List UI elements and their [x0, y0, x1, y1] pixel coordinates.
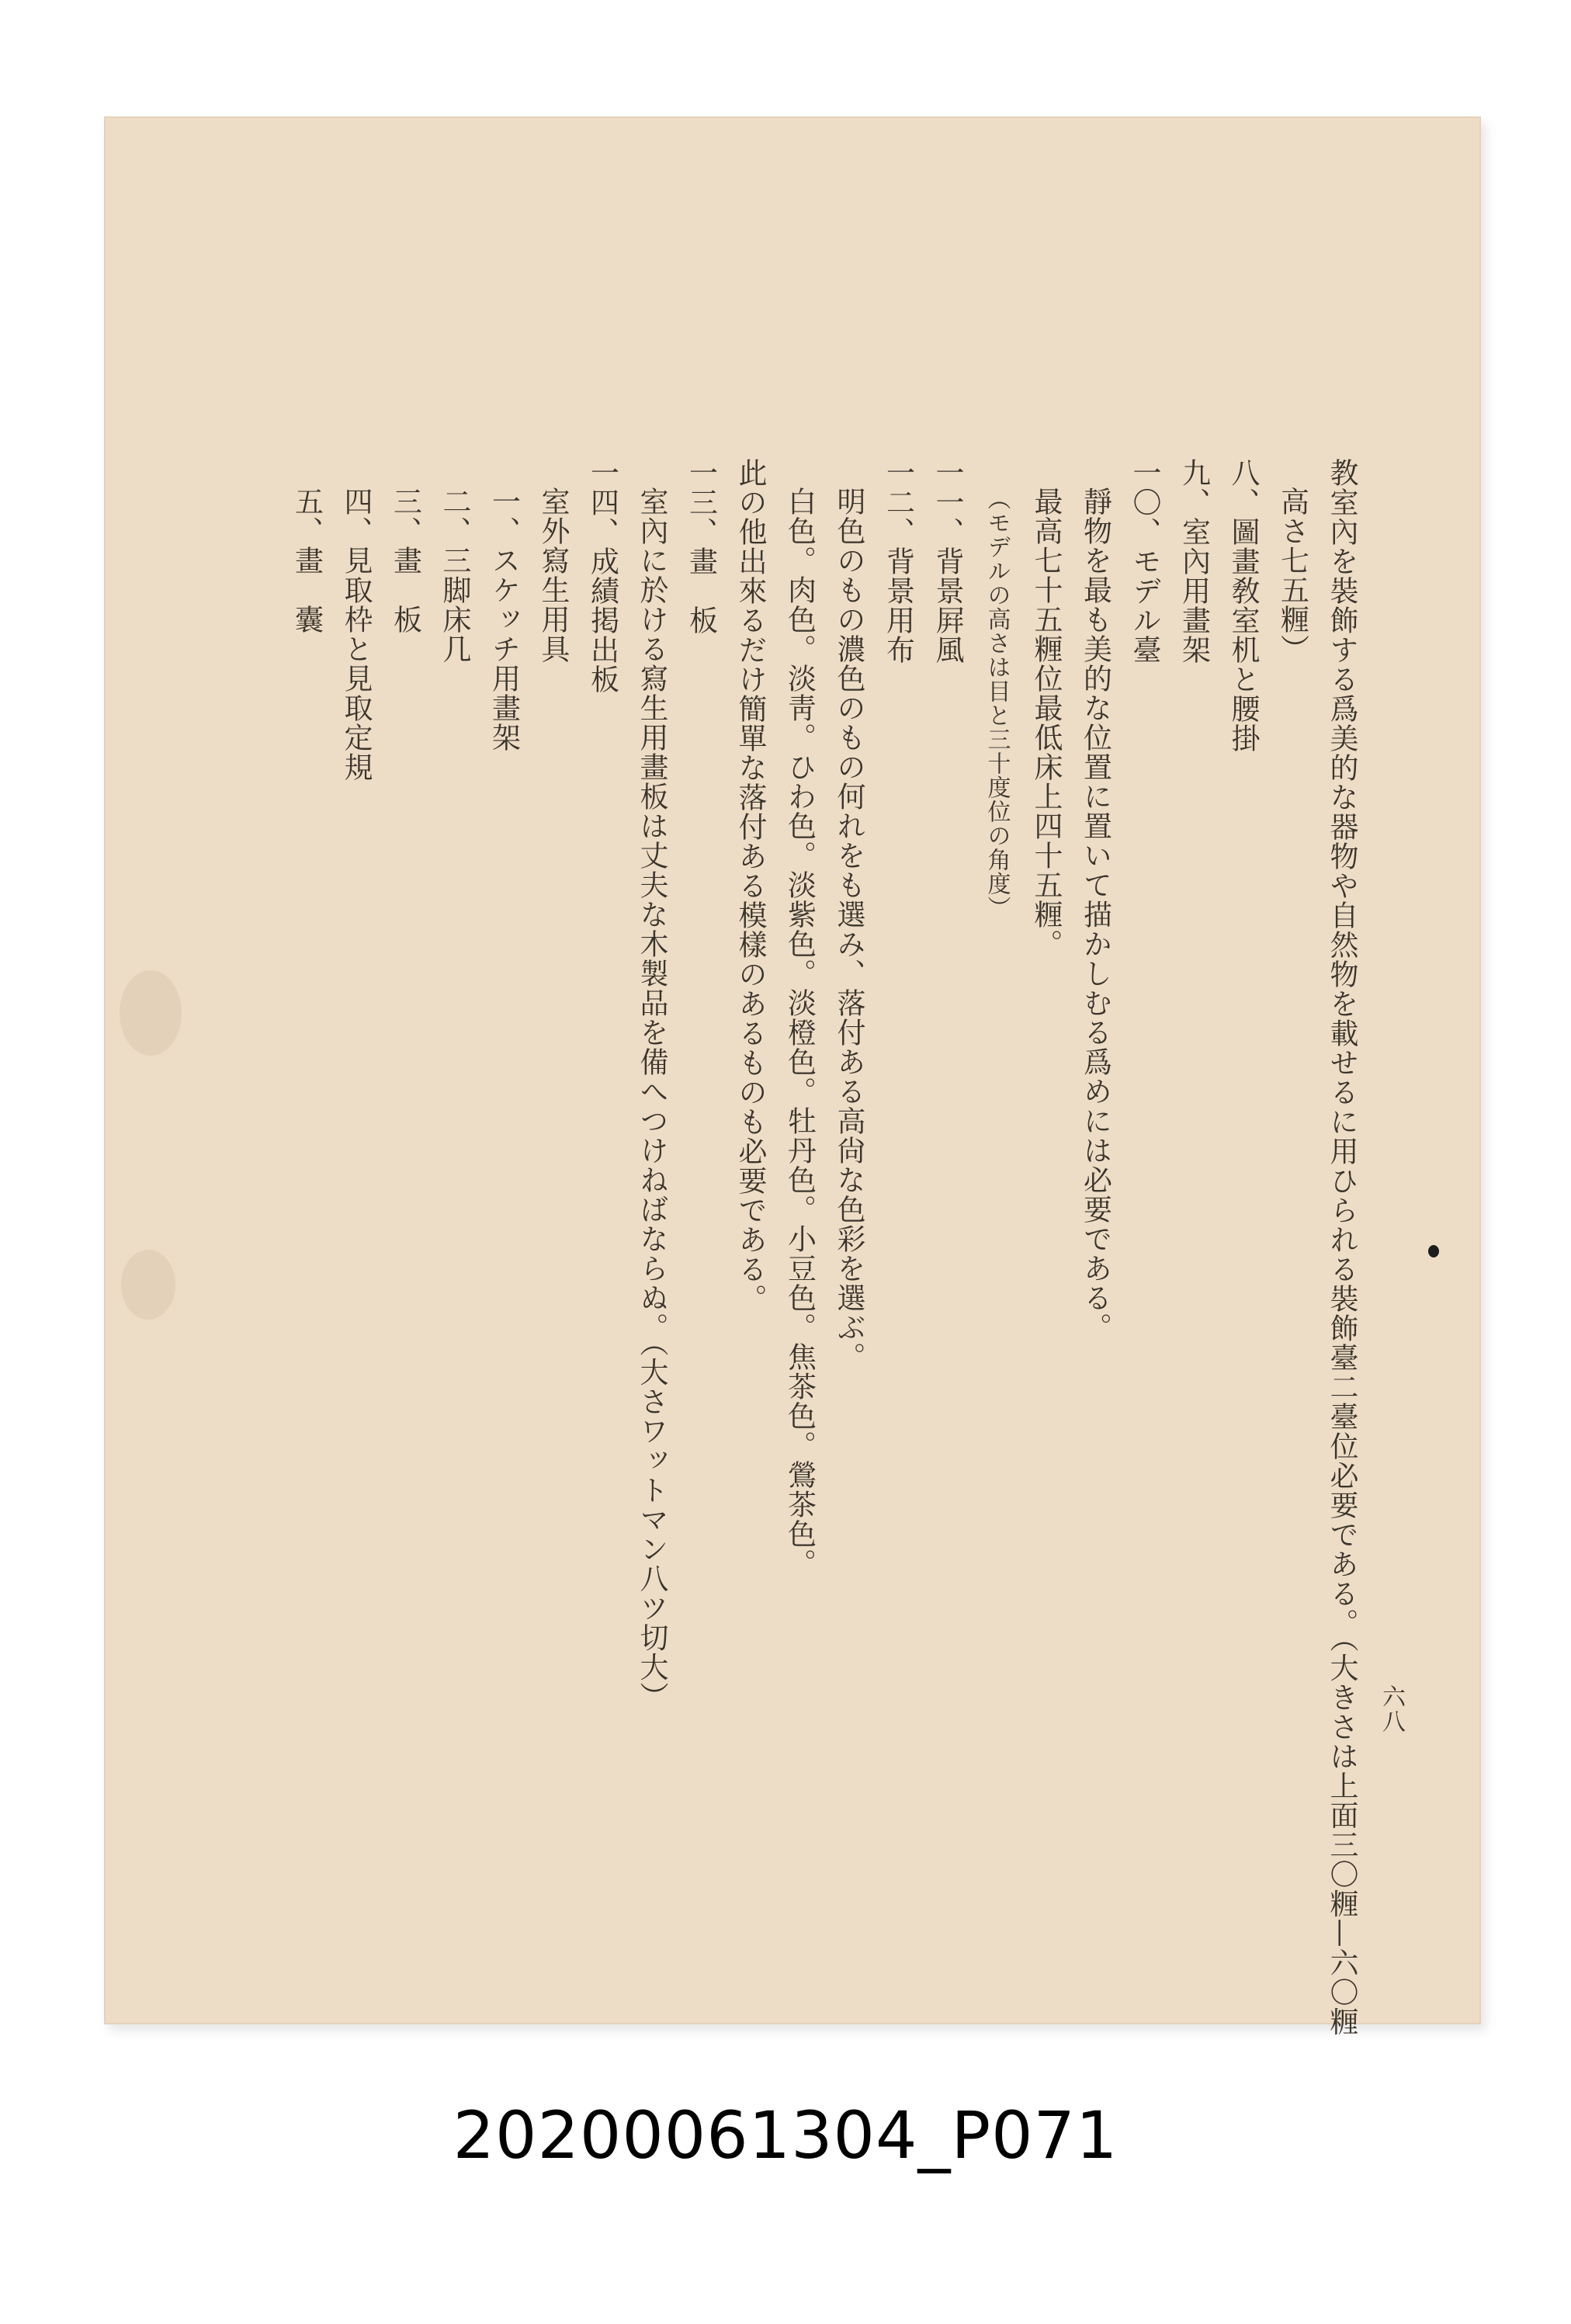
text-line: 三、畫 板 [388, 487, 422, 634]
text-line: （モデルの高さは目と三十度位の角度） [983, 487, 1011, 920]
text-line: 室外寫生用具 [536, 487, 570, 664]
text-line: 一四、成績掲出板 [585, 458, 619, 694]
vertical-text-block [290, 458, 1366, 2037]
text-line: 教室內を裝飾する爲美的な器物や自然物を載せるに用ひられる裝飾臺二臺位必要である。（大きさは上面三〇糎—六〇糎 [1325, 458, 1358, 2037]
text-line: 九、室內用畫架 [1177, 458, 1211, 664]
text-line: 一、スケッチ用畫架 [487, 487, 521, 752]
paper-stain [120, 970, 182, 1056]
page-number: 六八 [1378, 1684, 1405, 1734]
paper-stain [121, 1250, 175, 1320]
text-line: 八、圖畫敎室机と腰掛 [1226, 458, 1260, 753]
text-line: 一二、背景用布 [881, 458, 915, 664]
text-line: 明色のもの濃色のもの何れをも選み、落付ある高尙な色彩を選ぶ。 [832, 487, 865, 1372]
image-identifier: 20200061304_P071 [453, 2097, 1118, 2173]
text-line: 靜物を最も美的な位置に置いて描かしむる爲めには必要である。 [1078, 487, 1112, 1342]
text-line: 四、見取枠と見取定規 [339, 487, 373, 782]
text-line: 一三、畫 板 [684, 458, 718, 635]
text-line: 二、三脚床几 [438, 487, 471, 664]
text-line: 一〇、モデル臺 [1128, 458, 1161, 664]
ink-dot [1428, 1245, 1439, 1257]
text-line: 白色。肉色。淡靑。ひわ色。淡紫色。淡橙色。牡丹色。小豆色。焦茶色。鶯茶色。 [782, 487, 817, 1578]
text-line: 一一、背景屛風 [931, 458, 964, 664]
text-line: 最高七十五糎位最低床上四十五糎。 [1029, 487, 1063, 959]
text-line: 此の他出來るだけ簡單な落付ある模樣のあるものも必要である。 [733, 458, 767, 1313]
text-line: 室內に於ける寫生用畫板は丈夫な木製品を備へつけねばならぬ。（大さワットマン八ツ切大） [635, 487, 668, 1712]
text-line: 五、畫 囊 [290, 487, 324, 634]
text-line: 高さ七五糎） [1275, 487, 1309, 664]
